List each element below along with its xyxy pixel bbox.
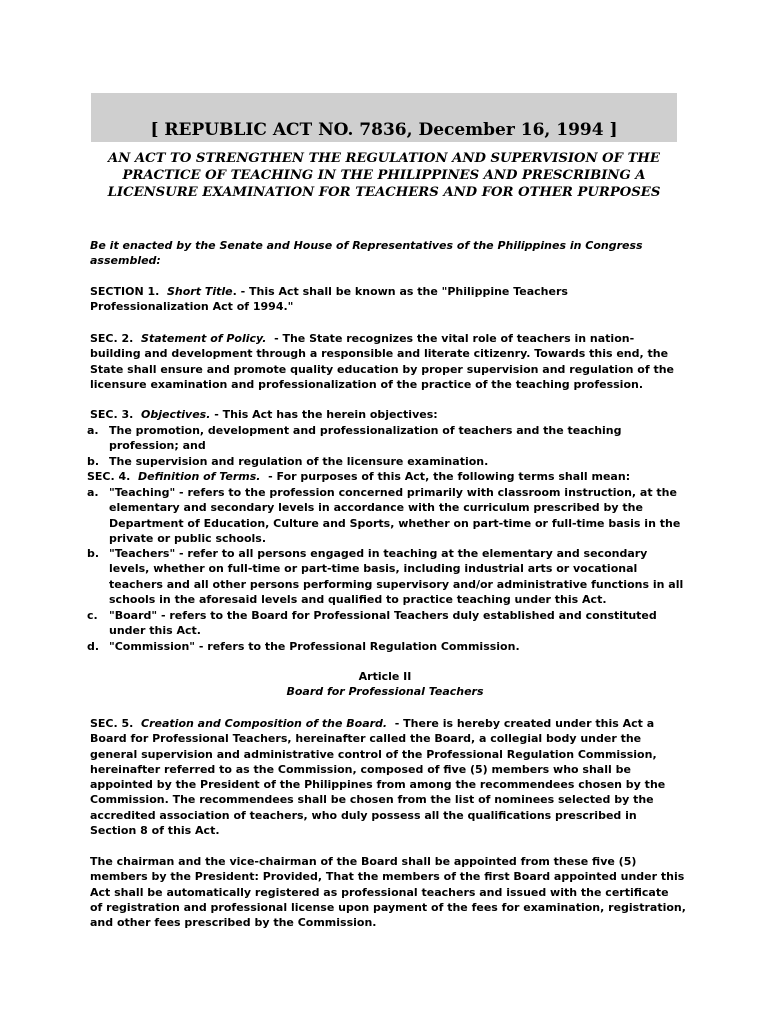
section-line: State shall ensure and promote quality education by proper supervision and regulation of the: [90, 362, 675, 376]
paragraph-line: and other fees prescribed by the Commission.: [90, 916, 377, 930]
article-heading: [90, 669, 680, 700]
section-heading: Creation and Composition of the Board.: [141, 717, 388, 730]
article-title: Board for Professional Teachers: [286, 685, 484, 699]
section-line: building and development through a responsible and literate citizenry. Towards this end, the: [90, 347, 669, 361]
section-line: appointed by the President of the Philippines from among the recommendees chosen by the: [90, 778, 666, 792]
list-marker: d.: [87, 640, 100, 653]
section-2: [90, 331, 690, 392]
list-line: private or public schools.: [109, 531, 267, 545]
section-first-line: [87, 469, 687, 484]
enacting-line: assembled:: [90, 254, 161, 268]
list-line: "Teaching" - refers to the profession concerned primarily with classroom instruction, at the: [109, 486, 677, 499]
list-line: Department of Education, Culture and Sports, whether on part-time or full-time basis in the: [109, 516, 681, 530]
list-line: schools in the aforesaid levels and qualified to practice teaching under this Act.: [109, 592, 607, 606]
section-heading: Statement of Policy.: [141, 332, 267, 345]
paragraph-line: members by the President: Provided, That the members of the first Board appointed under this: [90, 870, 685, 884]
section-4: [87, 469, 687, 484]
list-marker: a.: [87, 424, 99, 437]
list-marker: c.: [87, 609, 98, 622]
list-line: The supervision and regulation of the licensure examination.: [109, 455, 489, 468]
section-label: SECTION 1.: [90, 285, 160, 298]
list-line: profession; and: [109, 439, 206, 453]
closing-paragraph: [90, 854, 690, 930]
section-line: Commission. The recommendees shall be chosen from the list of nominees selected by the: [90, 793, 654, 807]
act-title: [ REPUBLIC ACT NO. 7836, December 16, 1994 ]: [150, 120, 618, 140]
section-line: accredited association of teachers, who duly possess all the qualifications prescribed in: [90, 808, 637, 822]
section-heading: Definition of Terms.: [138, 470, 261, 483]
section-text: - For purposes of this Act, the following terms shall mean:: [264, 470, 631, 483]
section-first-line: [90, 284, 690, 299]
list-line: teachers and all other persons performing supervisory and/or administrative functions in all: [109, 577, 684, 591]
section-5: [90, 716, 690, 838]
article-number: Article II: [358, 670, 412, 683]
section-text: - This Act has the herein objectives:: [210, 408, 438, 421]
section-heading: Objectives.: [141, 408, 211, 421]
section-first-line: [90, 331, 690, 346]
section-line: Board for Professional Teachers, hereinafter called the Board, a collegial body under the: [90, 732, 642, 746]
section-first-line: [90, 716, 690, 731]
list-marker: a.: [87, 486, 99, 499]
section-line: Section 8 of this Act.: [90, 824, 220, 838]
section-line: licensure examination and professionalization of the practice of the teaching profession.: [90, 377, 644, 391]
list-line: under this Act.: [109, 624, 201, 638]
section-1: [90, 284, 690, 315]
subtitle-line: AN ACT TO STRENGTHEN THE REGULATION AND SUPERVISION OF THE: [108, 151, 660, 166]
list-marker: b.: [87, 455, 100, 468]
list-line: "Board" - refers to the Board for Professional Teachers duly established and constituted: [109, 609, 657, 622]
act-subtitle: [95, 150, 673, 201]
list-line: The promotion, development and professionalization of teachers and the teaching: [109, 424, 622, 437]
list-line: "Commission" - refers to the Professional Regulation Commission.: [109, 640, 520, 653]
section-heading: Short Title: [167, 285, 233, 298]
section-label: SEC. 2.: [90, 332, 134, 345]
list-line: elementary and secondary levels in accordance with the curriculum prescribed by the: [109, 501, 643, 515]
section-line: general supervision and administrative control of the Professional Regulation Commission,: [90, 747, 657, 761]
enacting-line: Be it enacted by the Senate and House of Representatives of the Philippines in Congress: [90, 239, 643, 252]
paragraph-line: The chairman and the vice-chairman of the Board shall be appointed from these five (5): [90, 855, 637, 868]
section-label: SEC. 4.: [87, 470, 131, 483]
section-text: - The State recognizes the vital role of teachers in nation-: [270, 332, 635, 345]
section-label: SEC. 5.: [90, 717, 134, 730]
list-marker: b.: [87, 547, 100, 560]
section-text: . - This Act shall be known as the "Philippine Teachers: [232, 285, 568, 298]
list-line: levels, whether on full-time or part-time basis, including industrial arts or vocational: [109, 562, 638, 576]
paragraph-line: Act shall be automatically registered as professional teachers and issued with the certificate: [90, 885, 669, 899]
section-line: Professionalization Act of 1994.": [90, 300, 294, 314]
section-first-line: [90, 407, 690, 422]
section-line: hereinafter referred to as the Commission, composed of five (5) members who shall be: [90, 762, 631, 776]
section-3: [90, 407, 690, 422]
paragraph-line: of registration and professional license upon payment of the fees for examination, registration,: [90, 900, 686, 914]
subtitle-line: LICENSURE EXAMINATION FOR TEACHERS AND FOR OTHER PURPOSES: [107, 185, 661, 200]
subtitle-line: PRACTICE OF TEACHING IN THE PHILIPPINES AND PRESCRIBING A: [122, 168, 646, 183]
section-label: SEC. 3.: [90, 408, 134, 421]
list-line: "Teachers" - refer to all persons engaged in teaching at the elementary and secondary: [109, 547, 648, 560]
enacting-clause: [90, 238, 690, 269]
section-text: - There is hereby created under this Act a: [390, 717, 655, 730]
